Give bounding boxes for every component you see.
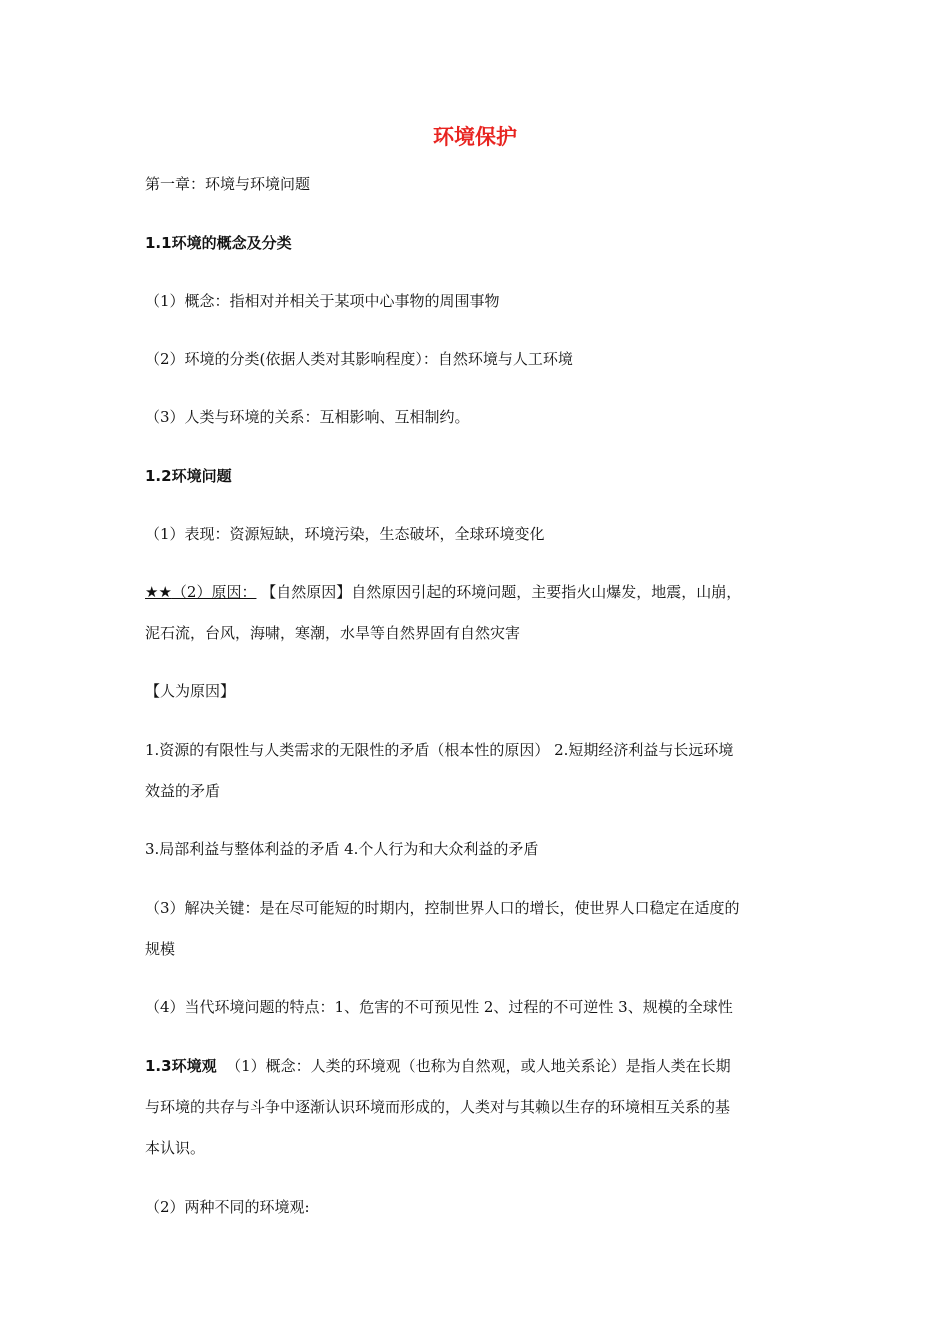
two-environment-views: （2）两种不同的环境观: [145, 1198, 310, 1216]
section-1-1-concept: （1）概念：指相对并相关于某项中心事物的周围事物 [145, 292, 500, 310]
natural-causes-continued: 泥石流，台风，海啸，寒潮，水旱等自然界固有自然灾害 [145, 624, 521, 642]
environment-view-concept: （1）概念：人类的环境观（也称为自然观，或人地关系论）是指人类在长期 [226, 1057, 731, 1075]
solution-key-line-2: 规模 [145, 940, 176, 958]
section-1-1-relationship: （3）人类与环境的关系：互相影响、互相制约。 [145, 408, 470, 426]
human-causes-label: 【人为原因】 [145, 682, 236, 700]
section-1-1-heading: 1.1环境的概念及分类 [145, 234, 292, 252]
human-causes-line-2: 效益的矛盾 [145, 782, 221, 800]
contemporary-features: （4）当代环境问题的特点：1、危害的不可预见性 2、过程的不可逆性 3、规模的全球性 [145, 998, 733, 1016]
chapter-title: 第一章：环境与环境问题 [145, 175, 311, 193]
human-causes-line-1: 1.资源的有限性与人类需求的无限性的矛盾（根本性的原因） 2.短期经济利益与长远环境 [145, 741, 734, 759]
section-1-3-heading: 1.3环境观 [145, 1057, 217, 1075]
section-1-2-heading: 1.2环境问题 [145, 467, 232, 485]
natural-causes-text: 【自然原因】自然原因引起的环境问题，主要指火山爆发，地震，山崩， [261, 583, 742, 601]
environment-view-line-3: 本认识。 [145, 1139, 206, 1157]
page-title: 环境保护 [433, 125, 517, 149]
star-rating-icon: ★★ [145, 583, 172, 601]
section-1-1-classification: （2）环境的分类(依据人类对其影响程度）：自然环境与人工环境 [145, 350, 573, 368]
section-1-2-manifestation: （1）表现：资源短缺，环境污染，生态破坏，全球环境变化 [145, 525, 545, 543]
section-1-3-first-line [145, 1055, 813, 1077]
causes-label: （2）原因： [171, 583, 257, 601]
environment-view-line-2: 与环境的共存与斗争中逐渐认识环境而形成的，人类对与其赖以生存的环境相互关系的基 [145, 1098, 731, 1116]
section-1-2-causes [145, 581, 813, 603]
solution-key-line-1: （3）解决关键：是在尽可能短的时期内，控制世界人口的增长，使世界人口稳定在适度的 [145, 899, 740, 917]
human-causes-line-3: 3.局部利益与整体利益的矛盾 4.个人行为和大众利益的矛盾 [145, 840, 539, 858]
